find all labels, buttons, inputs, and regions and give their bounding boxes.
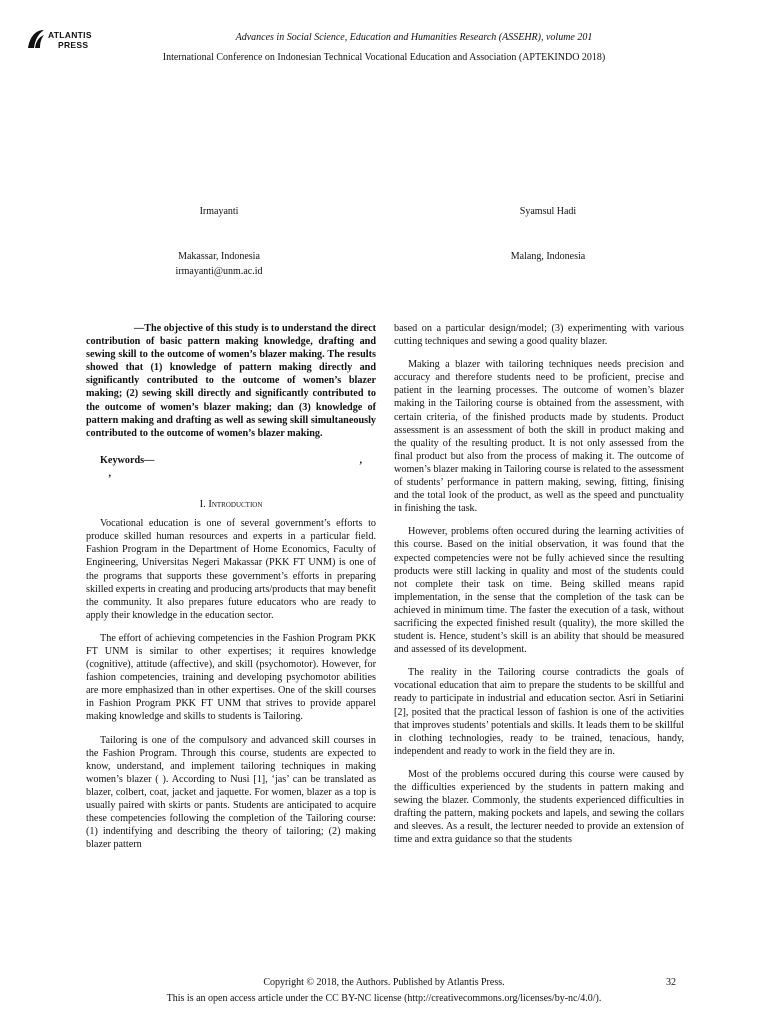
logo-line1: ATLANTIS [48,30,92,40]
page-number: 32 [666,977,676,988]
author-1-name: Irmayanti [199,206,239,217]
paragraph: Tailoring is one of the compulsory and advanced skill courses in the Fashion Program. Through this course, students are expected to know, understand, and implement tailoring techniques in making women’s blazer ( ). According to Nusi [1], ‘jas’ can be translated as blazer, colbert, coat, jacket and jaquette. For women, blazer as a top is usually paired with skirts or pants. Students are anticipated to acquire these competencies following the completion of the Tailoring course: (1) indentifying and describing the theory of tailoring; (2) making blazer pattern [86,734,376,851]
conference-title: International Conference on Indonesian Technical Vocational Education and Association (APTEKINDO 2018) [162,52,606,63]
right-column [394,322,684,856]
paragraph: The effort of achieving competencies in the Fashion Program PKK FT UNM is similar to other expertises; it requires knowledge (cognitive), attitude (affective), and skill (psychomotor). However, for fashion competencies, training and developing psychomotor abilities are more emphasized than in other expertises. One of the skill courses in Fashion Program PKK FT UNM that strives to provide apparel making knowledge and skills to students is Tailoring. [86,632,376,723]
section-number: I. [199,499,206,511]
keywords-sep2: , [108,467,112,479]
paragraph: The reality in the Tailoring course contradicts the goals of vocational education that aim to prepare the students to be skillful and ready to participate in industrial and education sector. Asri in Setiarini [2], posited that the practical lesson of fashion is one of the activities that improves students’ potentials and skills. It leads them to be skillful in clothing technologies, ready to be trained, tenacious, handy, independent and ready to work in the field they are in. [394,667,684,757]
author-1-email: irmayanti@unm.ac.id [175,266,263,277]
keywords [86,454,376,480]
author-2-name: Syamsul Hadi [519,206,577,217]
section-heading [86,498,376,511]
keywords-sep1: , [359,454,362,466]
author-2-location: Malang, Indonesia [510,251,586,262]
paragraph: However, problems often occured during the learning activities of this course. Based on the initial observation, it was found that the expected competencies were not be fully achieved since the resulting products were still lacking in quality and most of the students could not complete their task on time. Being skilled means rapid implementation, in the sense that the completion of the task can be achieved in minimum time. The faster the execution of a task, without sacrificing the expected finished result (quality), the more skilled the student is. Hence, student’s skill is an ability that should be measured and assessed of its development. [394,526,684,656]
paragraph: based on a particular design/model; (3) experimenting with various cutting techniques and sewing a good quality blazer. [394,323,684,348]
paragraph: Making a blazer with tailoring techniques needs precision and accuracy and therefore students need to be proficient, precise and patient in the learning processes. The outcome of women’s blazer making in the Tailoring course is obtained from the assessment, with certain criteria, of the finished products made by students. Product assessment is an assessment of both the skill in product making and the quality of the resulting product. It is not only assessed from the final product but also from the process of making it. The outcome of women’s blazer making in Tailoring course is related to the assessment of students’ performance in pattern making, sewing, fitting, finising and the total look of the product, as well as the speed and punctuality in finishing the task. [394,359,684,515]
copyright: Copyright © 2018, the Authors. Published by Atlantis Press. [263,977,505,988]
paragraph: Most of the problems occured during this course were caused by the difficulties experienced by the students in pattern making and sewing the blazer. Commonly, the students experienced difficulties in drafting the pattern, making pockets and lapels, and sewing the collars and sleeves. As a result, the lecturer needed to provide an extension of time and extra guidance so that the students [394,768,684,846]
paragraph: Vocational education is one of several government’s efforts to produce skilled human resources and experts in a particular field. Fashion Program in the Department of Home Economics, Faculty of Engineering, Universitas Negeri Makassar (PKK FT UNM) is one of the programs that supports these government’s efforts in preparing skilled experts in creating and producing arts/products that may benefit the community. It also prepares future educators who are ready to apply their knowledge in the education sector. [86,518,376,621]
abstract: —The objective of this study is to understand the direct contribution of basic pattern making knowledge, drafting and sewing skill to the outcome of women’s blazer making. The results showed that (1) knowledge of pattern making directly and significantly contributed to the outcome of women’s blazer making; (2) sewing skill directly and significantly contributed to the outcome of women’s blazer making; dan (3) knowledge of pattern making and drafting as well as sewing skill simultaneously contributed to the outcome of women’s blazer making. [86,323,376,439]
left-column [86,322,376,861]
license: This is an open access article under the CC BY-NC license (http://creativecommons.org/licenses/by-nc/4.0/). [166,993,602,1004]
section-title: Introduction [208,499,263,511]
keywords-label: Keywords— [100,454,155,466]
author-1-location: Makassar, Indonesia [178,251,260,262]
logo-line2: PRESS [58,40,89,50]
series-title: Advances in Social Science, Education and Humanities Research (ASSEHR), volume 201 [235,32,593,43]
